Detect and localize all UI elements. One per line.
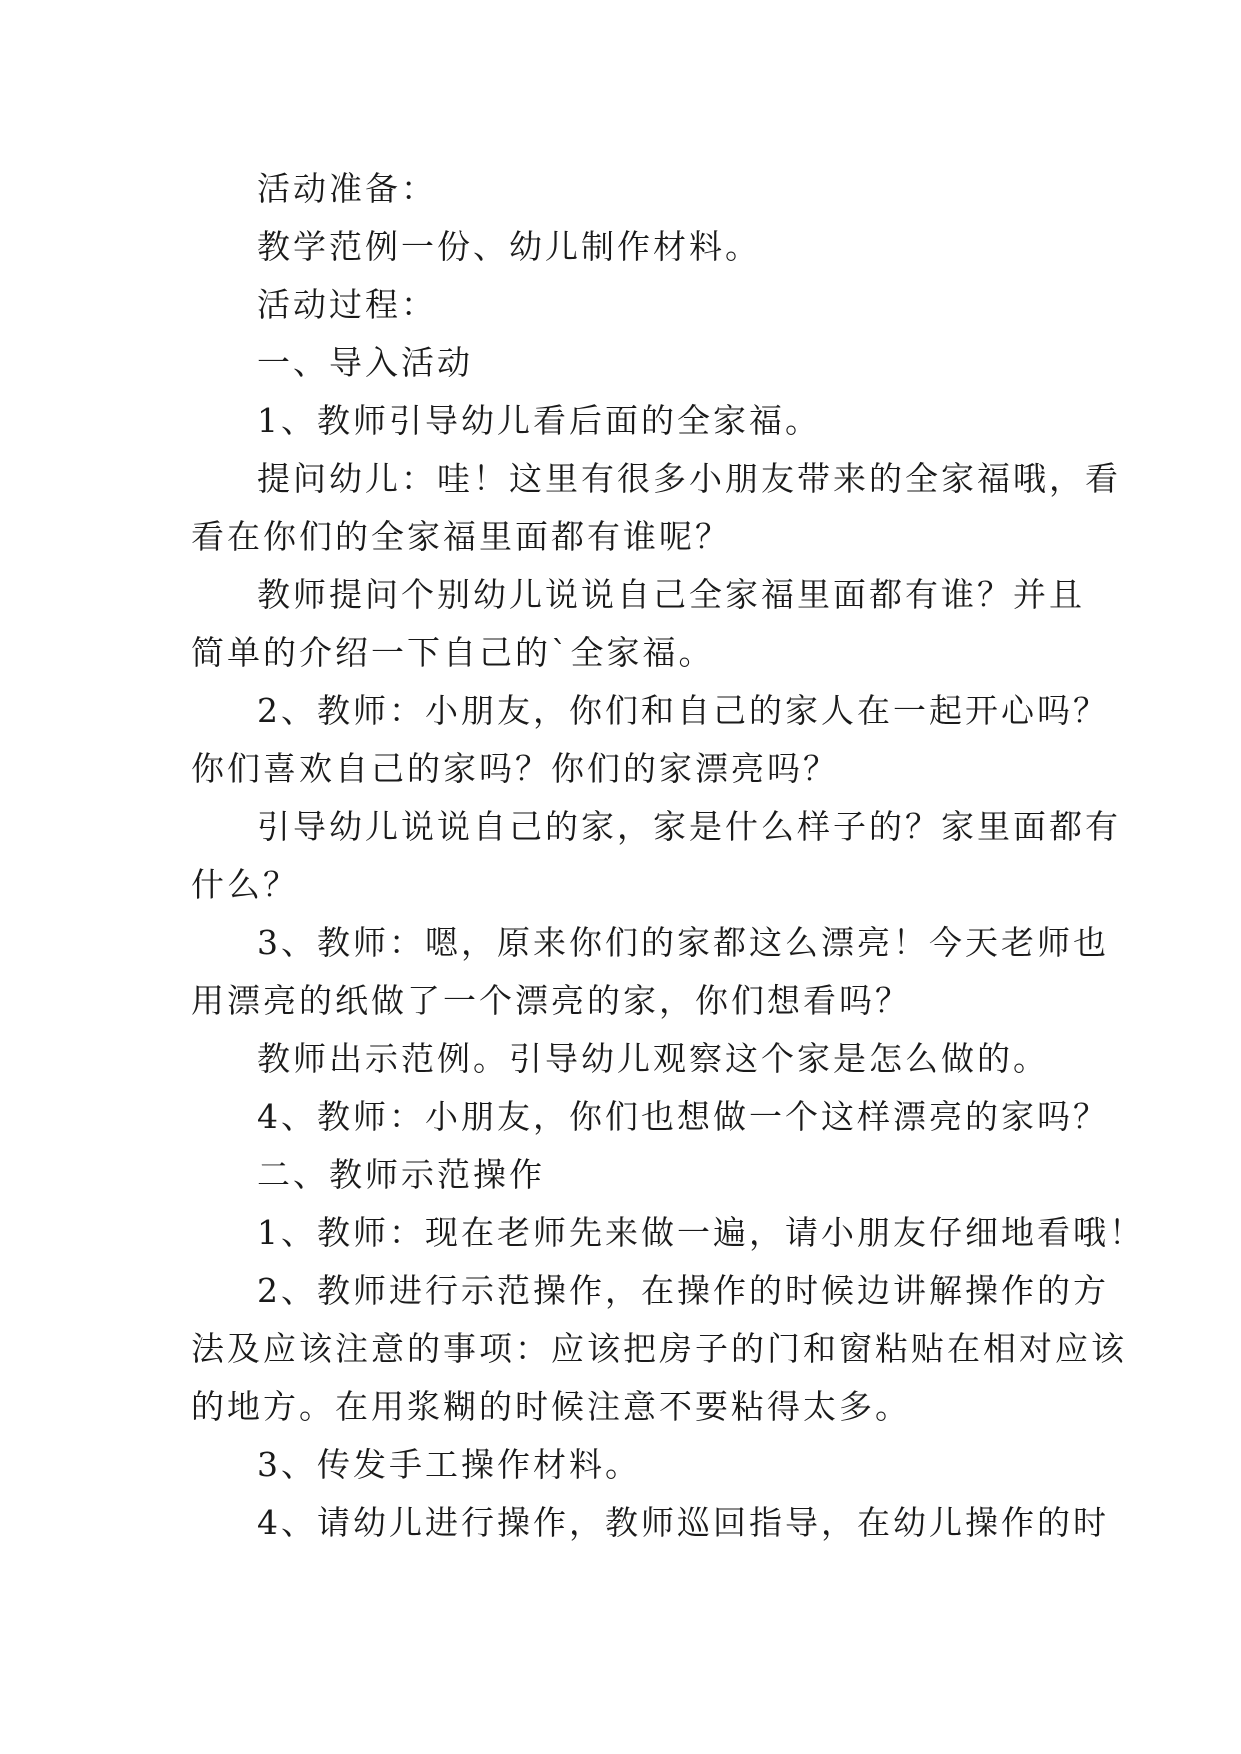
paragraph-line: 2、教师进行示范操作，在操作的时候边讲解操作的方 (257, 1271, 1109, 1310)
paragraph-line: 的地方。在用浆糊的时候注意不要粘得太多。 (191, 1387, 911, 1426)
paragraph-line: 简单的介绍一下自己的`全家福。 (191, 633, 715, 672)
subsection-heading-demo: 二、教师示范操作 (257, 1155, 545, 1194)
paragraph-line: 1、教师引导幼儿看后面的全家福。 (257, 401, 821, 440)
paragraph-line: 教学范例一份、幼儿制作材料。 (257, 227, 761, 266)
paragraph-line: 你们喜欢自己的家吗？你们的家漂亮吗？ (191, 749, 839, 788)
section-heading-process: 活动过程： (257, 285, 437, 324)
paragraph-line: 引导幼儿说说自己的家，家是什么样子的？家里面都有 (257, 807, 1121, 846)
paragraph-line: 看在你们的全家福里面都有谁呢？ (191, 517, 731, 556)
section-heading-preparation: 活动准备： (257, 169, 437, 208)
paragraph-line: 什么？ (191, 865, 299, 904)
paragraph-line: 3、传发手工操作材料。 (257, 1445, 641, 1484)
paragraph-line: 3、教师：嗯，原来你们的家都这么漂亮！今天老师也 (257, 923, 1109, 962)
document-body (191, 160, 1145, 1552)
paragraph-line: 1、教师：现在老师先来做一遍，请小朋友仔细地看哦！ (257, 1213, 1145, 1252)
paragraph-line: 教师出示范例。引导幼儿观察这个家是怎么做的。 (257, 1039, 1049, 1078)
paragraph-line: 教师提问个别幼儿说说自己全家福里面都有谁？并且 (257, 575, 1085, 614)
paragraph-line: 用漂亮的纸做了一个漂亮的家，你们想看吗？ (191, 981, 911, 1020)
paragraph-line: 4、请幼儿进行操作，教师巡回指导，在幼儿操作的时 (257, 1503, 1109, 1542)
paragraph-line: 2、教师：小朋友，你们和自己的家人在一起开心吗？ (257, 691, 1109, 730)
paragraph-line: 提问幼儿：哇！这里有很多小朋友带来的全家福哦，看 (257, 459, 1121, 498)
paragraph-line: 4、教师：小朋友，你们也想做一个这样漂亮的家吗？ (257, 1097, 1109, 1136)
paragraph-line: 法及应该注意的事项：应该把房子的门和窗粘贴在相对应该 (191, 1329, 1127, 1368)
subsection-heading-intro: 一、导入活动 (257, 343, 473, 382)
